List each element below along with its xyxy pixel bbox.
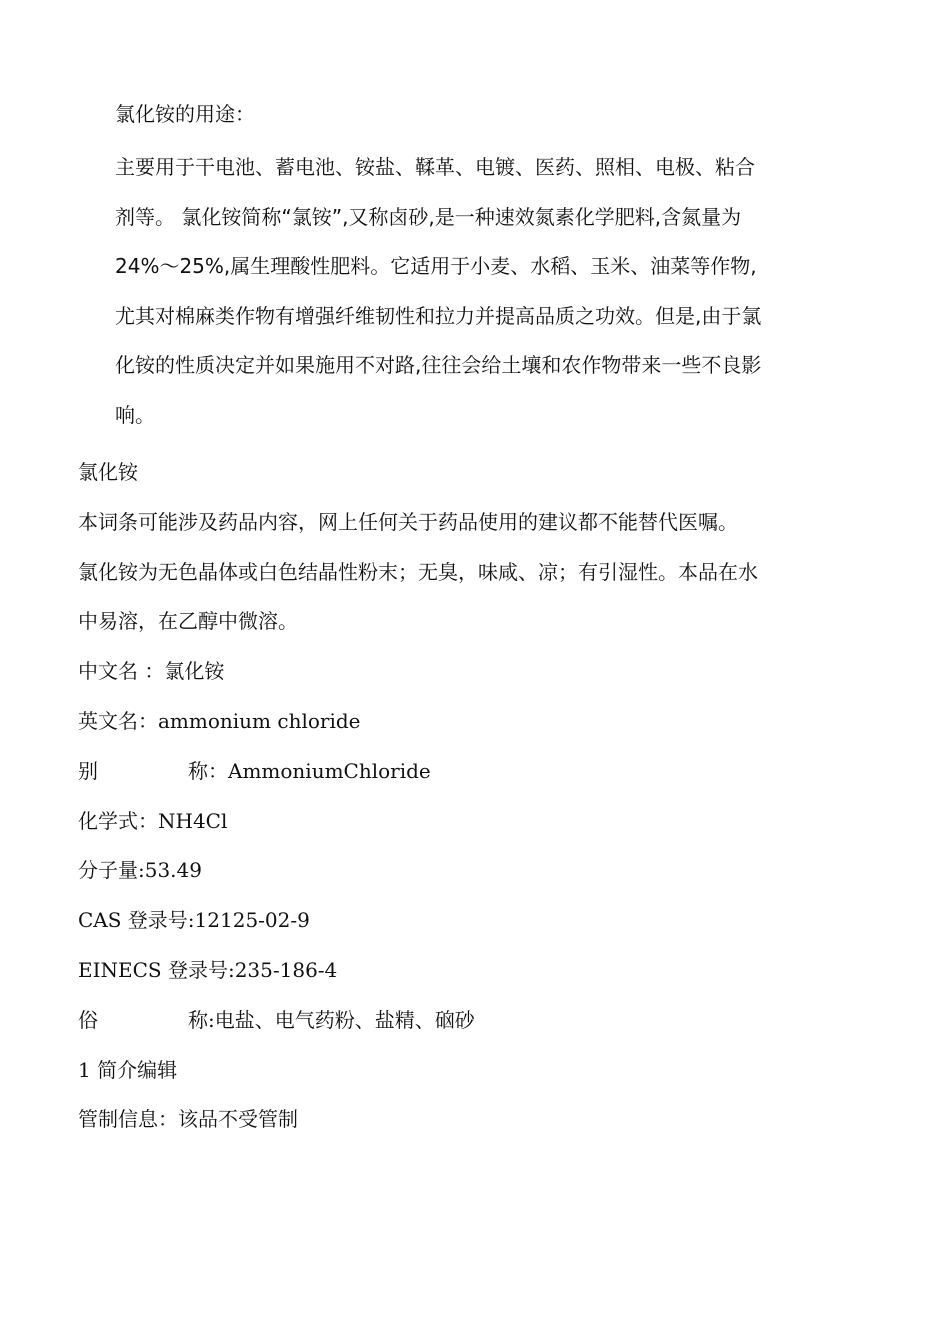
usage-line: 尤其对棉麻类作物有增强纤维韧性和拉力并提高品质之功效。但是,由于氯 <box>115 303 762 328</box>
usage-line: 剂等。 氯化铵简称“氯铵”,又称卤砂,是一种速效氮素化学肥料,含氮量为 <box>115 204 742 229</box>
description-line: 氯化铵为无色晶体或白色结晶性粉末；无臭，味咸、凉；有引湿性。本品在水 <box>78 559 758 584</box>
regulation-info: 管制信息：该品不受管制 <box>78 1107 298 1132</box>
alias-row <box>78 751 858 801</box>
cas-number: CAS 登录号:12125-02-9 <box>78 908 310 933</box>
usage-line: 化铵的性质决定并如果施用不对路,往往会给土壤和农作物带来一些不良影 <box>115 353 762 377</box>
common-name-label: 俗 <box>78 1007 98 1032</box>
einecs-number: EINECS 登录号:235-186-4 <box>78 957 338 982</box>
alias-label: 别 <box>78 758 98 783</box>
common-name-value: 称:电盐、电气药粉、盐精、硇砂 <box>188 1007 475 1032</box>
chinese-name: 中文名 ：氯化铵 <box>78 659 225 684</box>
english-name: 英文名：ammonium chloride <box>78 708 361 733</box>
description-line: 中易溶，在乙醇中微溶。 <box>78 609 298 634</box>
molecular-weight: 分子量:53.49 <box>78 858 202 883</box>
chemical-formula: 化学式：NH4Cl <box>78 808 228 833</box>
info-section <box>78 452 858 1149</box>
disclaimer-text: 本词条可能涉及药品内容，网上任何关于药品使用的建议都不能替代医嘱。 <box>78 509 738 534</box>
alias-value: 称：AmmoniumChloride <box>188 758 431 783</box>
usage-line: 响。 <box>115 402 155 427</box>
info-heading: 氯化铵 <box>78 460 138 484</box>
common-name-row <box>78 1000 858 1050</box>
usage-line: 24%～25%,属生理酸性肥料。它适用于小麦、水稻、玉米、油菜等作物, <box>115 254 757 278</box>
section-heading: 1 简介编辑 <box>78 1057 178 1082</box>
usage-section <box>115 94 845 440</box>
usage-title: 氯化铵的用途： <box>115 102 255 126</box>
usage-line: 主要用于干电池、蓄电池、铵盐、鞣革、电镀、医药、照相、电极、粘合 <box>115 155 755 179</box>
